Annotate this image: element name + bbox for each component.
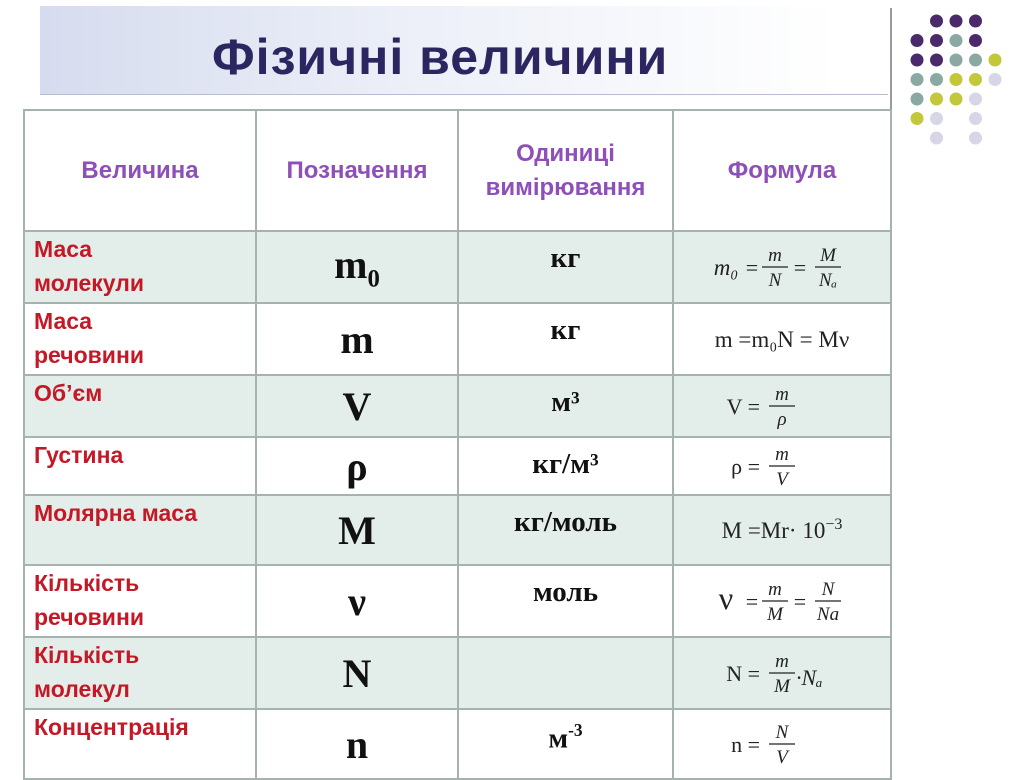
symbol-subscript: 0 [367, 265, 380, 293]
quantity-name-cell [24, 437, 256, 495]
formula-fraction-2-numerator: N [821, 579, 835, 600]
unit-text: м³ [551, 386, 580, 418]
formula-fraction-denominator: M [774, 676, 790, 697]
formula-lhs: N = [726, 661, 760, 686]
decorative-dot [950, 34, 963, 47]
formula-cell [673, 495, 891, 565]
unit-text: кг [550, 314, 581, 346]
formula-fraction-numerator: N [775, 722, 789, 743]
formula-graphic [682, 242, 882, 292]
unit-text: кг [550, 242, 581, 274]
unit-exponent: -3 [568, 720, 583, 740]
quantity-name-cell [24, 495, 256, 565]
symbol-cell [256, 495, 458, 565]
table-row [24, 565, 891, 637]
formula-graphic [682, 719, 882, 769]
symbol-cell [256, 709, 458, 779]
table-row [24, 375, 891, 437]
decorative-dot [989, 73, 1002, 86]
quantity-name-cell [24, 303, 256, 375]
formula-fraction-1-numerator: m [768, 245, 782, 266]
formula-fraction-2-denominator: Nₐ [818, 270, 838, 291]
formula-fraction-1-denominator: N [768, 270, 782, 291]
unit-cell [458, 565, 673, 637]
formula-equals-2: = [793, 589, 807, 614]
formula-fraction-2-numerator: M [820, 245, 836, 266]
symbol-text: ρ [346, 443, 368, 489]
formula-lhs: V = [726, 394, 760, 419]
decorative-dot [969, 93, 982, 106]
quantity-name-cell [24, 565, 256, 637]
header-units [458, 110, 673, 231]
decorative-dot [969, 132, 982, 145]
formula-fraction-1-numerator: m [768, 579, 782, 600]
formula-exponent: −3 [825, 516, 843, 533]
formula-graphic [682, 648, 882, 698]
quantity-name-line2: молекул [34, 676, 130, 702]
quantity-name-cell [24, 637, 256, 709]
formula-cell [673, 709, 891, 779]
formula-text: $M =Mr\cdot 10^{-3}$ [721, 516, 843, 543]
formula-graphic [682, 314, 882, 364]
decorative-dot [950, 73, 963, 86]
quantity-name-line1: Маса [34, 236, 93, 262]
decorative-dot [969, 73, 982, 86]
header-formula: Формула [673, 110, 891, 231]
decorative-dot [969, 54, 982, 67]
unit-cell [458, 437, 673, 495]
decorative-dot [989, 54, 1002, 67]
formula-fraction-1-denominator: M [767, 604, 783, 625]
table-row [24, 437, 891, 495]
formula-graphic [682, 505, 882, 555]
formula-fraction-numerator: m [775, 444, 789, 465]
symbol-cell [256, 375, 458, 437]
decorative-dot [911, 112, 924, 125]
formula-fraction-numerator: m [775, 651, 789, 672]
physical-quantities-table [23, 109, 892, 780]
table-row [24, 303, 891, 375]
quantity-name-line2: речовини [34, 342, 144, 368]
unit-cell [458, 231, 673, 303]
formula-graphic [682, 576, 882, 626]
unit-cell [458, 495, 673, 565]
table-row [24, 231, 891, 303]
symbol-cell [256, 303, 458, 375]
page-title: Фізичні величини [212, 29, 669, 85]
quantity-name-line1: Кількість [34, 642, 140, 668]
quantity-name-cell [24, 231, 256, 303]
decorative-dot [930, 93, 943, 106]
quantity-name-line1: Молярна маса [34, 500, 198, 526]
quantity-name-line2: молекули [34, 270, 145, 296]
table-row [24, 709, 891, 779]
decorative-dot [930, 54, 943, 67]
symbol-text: M [338, 507, 376, 553]
formula-fraction-denominator: V [776, 469, 788, 490]
symbol-text: N [342, 650, 372, 696]
formula-lhs: m₀ [713, 255, 739, 280]
decorative-dot [969, 34, 982, 47]
formula-lhs: n = [731, 732, 760, 757]
decorative-dot [950, 15, 963, 28]
unit-text: моль [532, 576, 599, 608]
decorative-dot [969, 15, 982, 28]
symbol-cell [256, 637, 458, 709]
formula-text: m =m₀N = Mν [714, 327, 850, 352]
formula-lhs: ν [718, 580, 734, 616]
table-row [24, 637, 891, 709]
formula-cell [673, 375, 891, 437]
unit-text: кг/моль [513, 506, 618, 538]
decorative-dot [930, 34, 943, 47]
quantity-name-cell [24, 709, 256, 779]
formula-fraction-denominator: V [776, 747, 788, 768]
decorative-dot [930, 15, 943, 28]
symbol-text: n [345, 721, 369, 767]
formula-cell [673, 303, 891, 375]
decorative-dot [930, 112, 943, 125]
decorative-dot [950, 54, 963, 67]
decorative-dot [911, 93, 924, 106]
table-header-row [24, 110, 891, 231]
symbol-text: V [342, 383, 372, 429]
quantity-name-line1: Об’єм [34, 380, 103, 406]
decorative-dot [911, 54, 924, 67]
decorative-dot [911, 73, 924, 86]
header-quantity: Величина [24, 110, 256, 231]
unit-cell [458, 637, 673, 709]
quantity-name-line1: Концентрація [34, 714, 189, 740]
quantity-name-cell [24, 375, 256, 437]
formula-cell [673, 231, 891, 303]
formula-fraction-2-denominator: Na [816, 604, 840, 625]
table-row [24, 495, 891, 565]
symbol-cell [256, 231, 458, 303]
unit-cell [458, 375, 673, 437]
header-units-line2: вимірювання [485, 173, 646, 201]
decorative-dot [950, 93, 963, 106]
unit-cell [458, 303, 673, 375]
formula-equals-2: = [793, 255, 807, 280]
formula-graphic [682, 381, 882, 431]
unit-text: м [548, 722, 569, 755]
quantity-name-line1: Густина [34, 442, 124, 468]
quantity-name-line2: речовини [34, 604, 144, 630]
symbol-cell [256, 565, 458, 637]
quantity-name-line1: Кількість [34, 570, 140, 596]
quantity-name-line1: Маса [34, 308, 93, 334]
unit-cell [458, 709, 673, 779]
symbol-text: m [334, 241, 368, 287]
header-symbol: Позначення [256, 110, 458, 231]
formula-graphic [682, 441, 882, 491]
header-units-line1: Одиниці [516, 139, 615, 167]
formula-tail: ·Nₐ [796, 665, 823, 690]
formula-equals: = [745, 255, 759, 280]
formula-cell [673, 637, 891, 709]
symbol-cell [256, 437, 458, 495]
formula-equals: = [745, 589, 759, 614]
decorative-dot [930, 132, 943, 145]
decorative-dot [969, 112, 982, 125]
decorative-dot [930, 73, 943, 86]
formula-cell [673, 437, 891, 495]
decorative-dot [911, 34, 924, 47]
formula-cell [673, 565, 891, 637]
formula-fraction-denominator: ρ [777, 409, 787, 430]
symbol-text: m [340, 316, 374, 362]
formula-lhs: ρ = [731, 454, 760, 479]
symbol-text: ν [348, 578, 366, 624]
formula-fraction-numerator: m [775, 384, 789, 405]
unit-text: кг/м³ [532, 448, 599, 480]
